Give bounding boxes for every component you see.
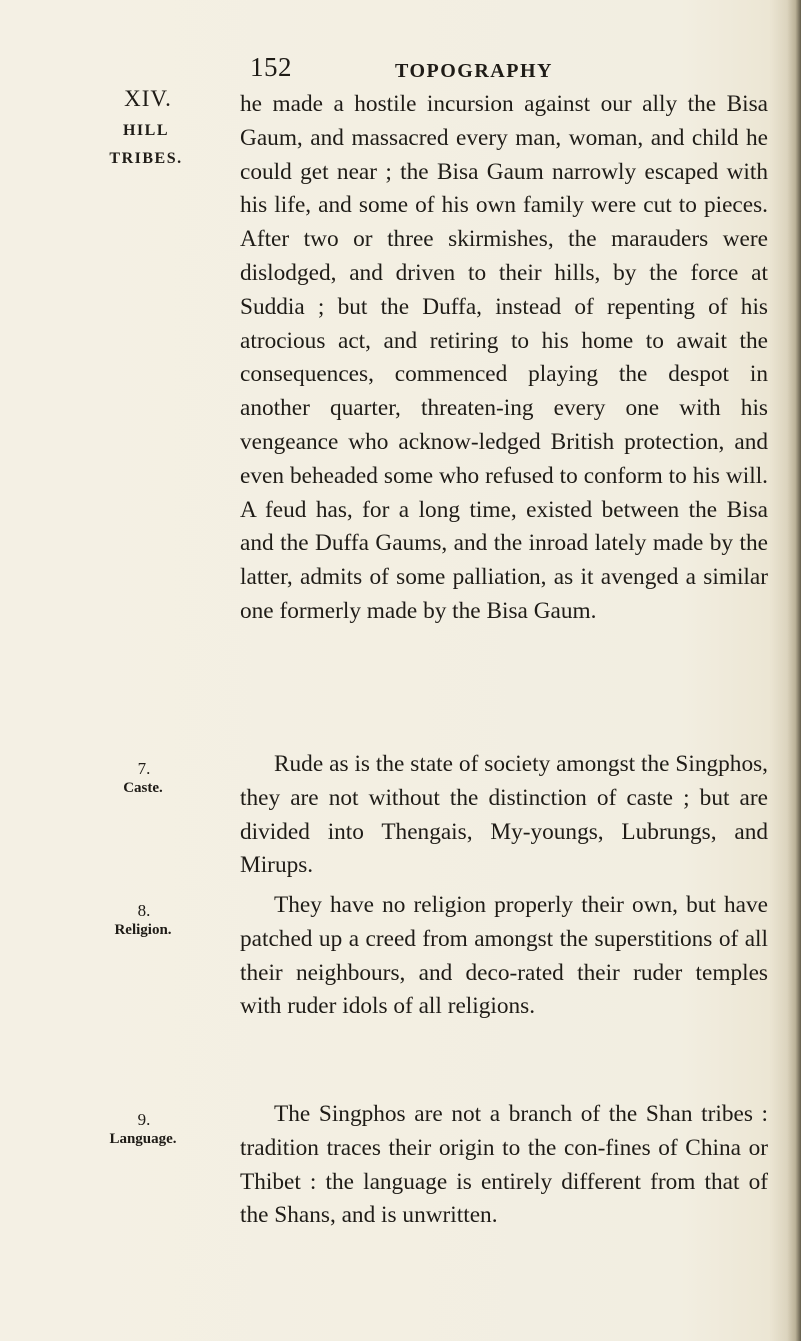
sidenote-label: Caste.: [123, 780, 163, 796]
section-title-line-2: TRIBES.: [109, 150, 183, 167]
page-header: [250, 52, 630, 92]
paragraph-text: he made a hostile incursion against our ally the Bisa Gaum, and massacred every man, woman, and child he could get near ; the Bisa Gaum narrowly escaped with his life, and some of his own family were cut to pieces. After two or three skirmishes, the marauders were dislodged, and driven to their hills, by the force at Suddia ; but the Duffa, instead of repenting of his atrocious act, and retiring to his home to await the consequences, commenced playing the despot in another quarter, threaten-ing every one with his vengeance who acknow-ledged British protection, and even beheaded some who refused to conform to his will. A feud has, for a long time, existed between the Bisa and the Duffa Gaums, and the inroad lately made by the latter, admits of some palliation, as it avenged a similar one formerly made by the Bisa Gaum.: [240, 91, 768, 624]
page-number: 152: [250, 52, 292, 82]
sidenote-7: [0, 759, 226, 797]
sidenote-chapter: [0, 86, 226, 112]
paragraph-text: The Singphos are not a branch of the Shan tribes : tradition traces their origin to the con-fines of China or Thibet : the language is entirely different from that of the Shans, and is unwritten.: [240, 1101, 768, 1229]
sidenote-number: 9.: [137, 1110, 151, 1129]
sidenote-9: [0, 1110, 226, 1148]
sidenote-label: Religion.: [114, 922, 172, 938]
running-head: TOPOGRAPHY: [395, 60, 553, 82]
page-edge-shadow: [787, 0, 801, 1341]
sidenote-label: Language.: [109, 1131, 177, 1147]
sidenote-number: 8.: [137, 901, 151, 920]
sidenote-number: 7.: [137, 759, 151, 778]
paragraph-language: [240, 1098, 768, 1233]
paragraph-text: They have no religion properly their own, but have patched up a creed from amongst the superstitions of all their neighbours, and deco-rated their ruder temples with ruder idols of all religions.: [240, 892, 768, 1020]
paragraph-religion: [240, 889, 768, 1024]
paragraph-continued: [240, 88, 768, 629]
sidenote-8: [0, 901, 226, 939]
chapter-number: XIV.: [124, 86, 172, 111]
paragraph-caste: [240, 748, 768, 883]
sidenote-section: [0, 117, 226, 173]
section-title-line-1: HILL: [122, 122, 169, 139]
paragraph-text: Rude as is the state of society amongst the Singphos, they are not without the distinction of caste ; but are divided into Thengais, My-youngs, Lubrungs, and Mirups.: [240, 751, 768, 879]
